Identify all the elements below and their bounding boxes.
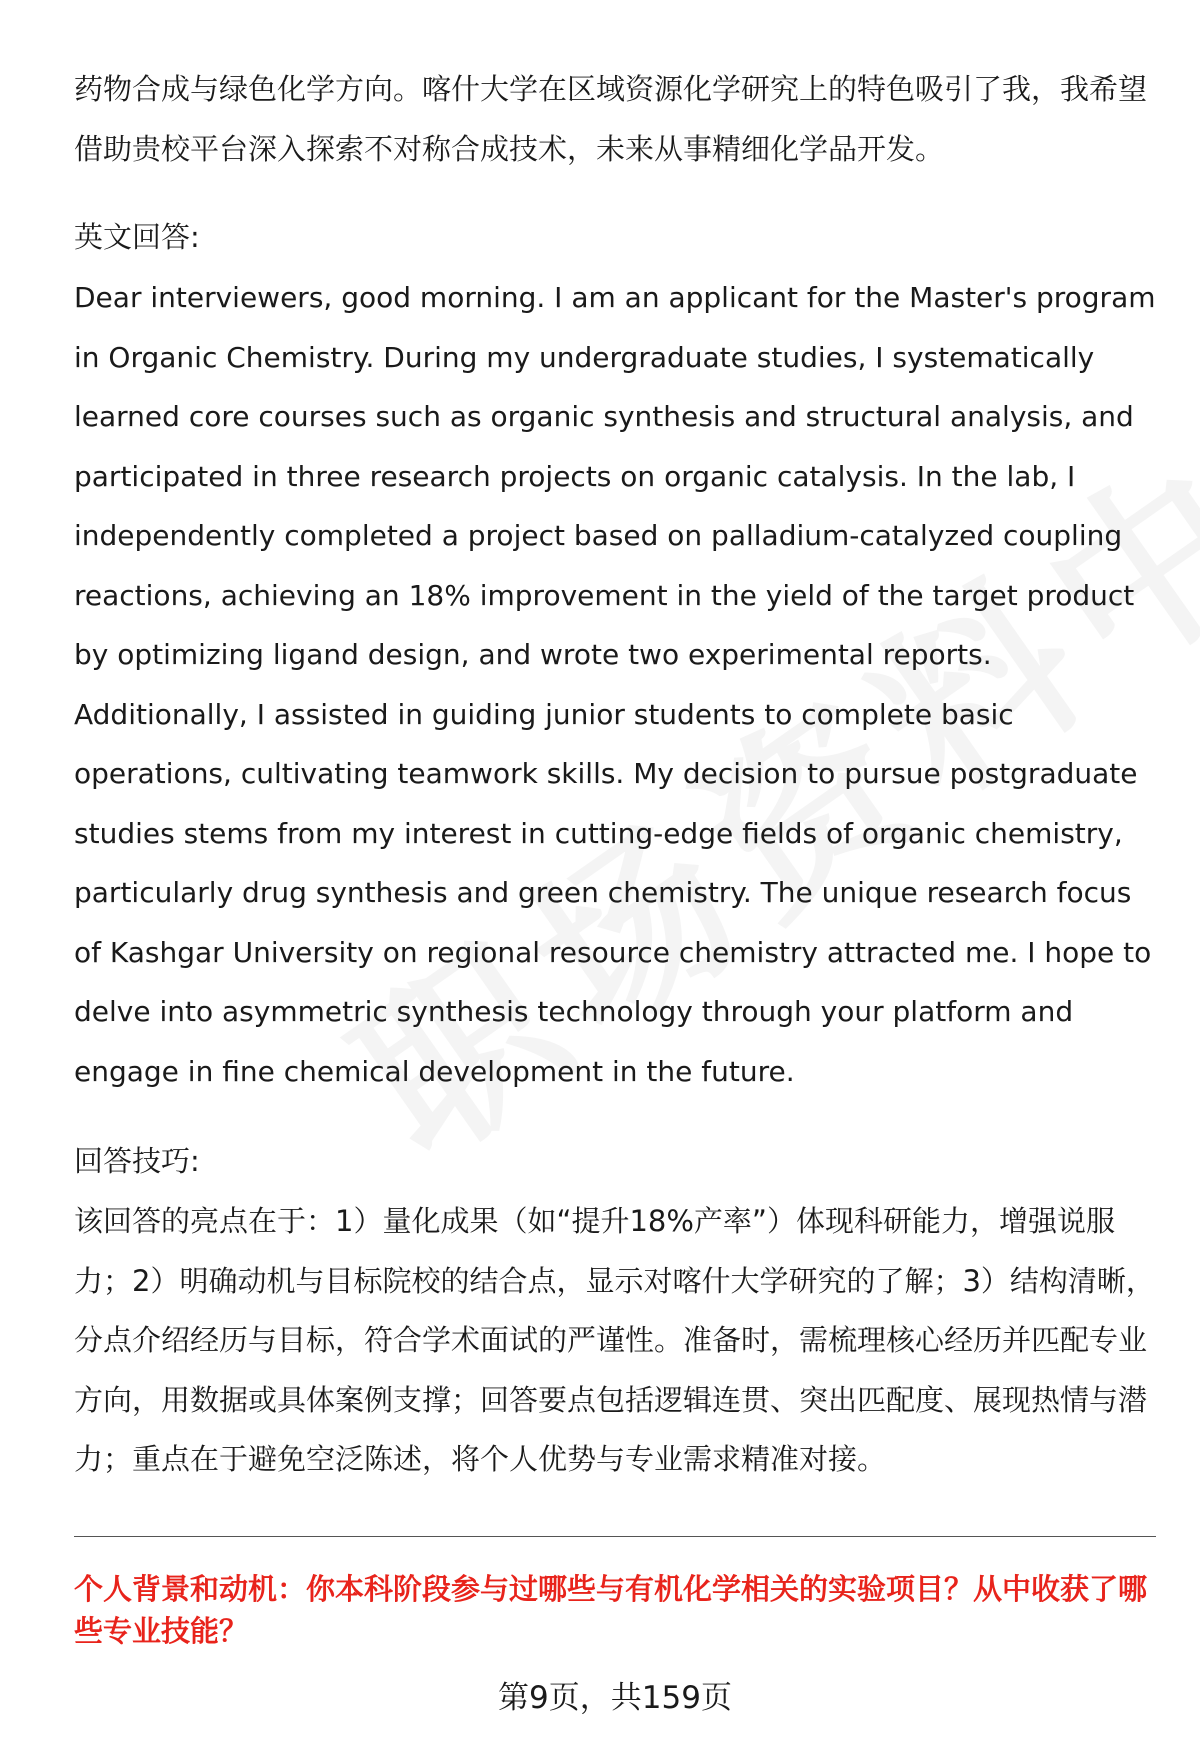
- answer-tips-text: 该回答的亮点在于：1）量化成果（如“提升18%产率”）体现科研能力，增强说服力；2）明确动机与目标院校的结合点，显示对喀什大学研究的了解；3）结构清晰，分点介绍经历与目标，符合学术面试的严谨性。准备时，需梳理核心经历并匹配专业方向，用数据或具体案例支撑；回答要点包括逻辑连贯、突出匹配度、展现热情与潜力；重点在于避免空泛陈述，将个人优势与专业需求精准对接。: [74, 1204, 1155, 1476]
- english-answer-label: 英文回答:: [74, 220, 200, 254]
- answer-tips-label: 回答技巧:: [74, 1144, 200, 1178]
- document-page: [74, 0, 1156, 1755]
- chinese-answer-continuation: 药物合成与绿色化学方向。喀什大学在区域资源化学研究上的特色吸引了我，我希望借助贵校平台深入探索不对称合成技术，未来从事精细化学品开发。: [74, 72, 1148, 166]
- section-divider: [74, 1536, 1156, 1537]
- page-number: 第9页，共159页: [498, 1680, 732, 1716]
- english-answer-text: Dear interviewers, good morning. I am an applicant for the Master's program in Organic Chemistry. During my undergraduate studies, I systematically learned core courses such as organic synthesis and structural analysis, and participated in three research projects on organic catalysis. In the lab, I independently completed a project based on palladium-catalyzed coupling reactions, achieving an 18% improvement in the yield of the target product by optimizing ligand design, and wrote two experimental reports. Additionally, I assisted in guiding junior students to complete basic operations, cultivating teamwork skills. My decision to pursue postgraduate studies stems from my interest in cutting-edge fields of organic chemistry, particularly drug synthesis and green chemistry. The unique research focus of Kashgar University on regional resource chemistry attracted me. I hope to delve into asymmetric synthesis technology through your platform and engage in fine chemical development in the future.: [74, 281, 1156, 1088]
- next-question-title: 个人背景和动机：你本科阶段参与过哪些与有机化学相关的实验项目？从中收获了哪些专业技能？: [74, 1572, 1148, 1648]
